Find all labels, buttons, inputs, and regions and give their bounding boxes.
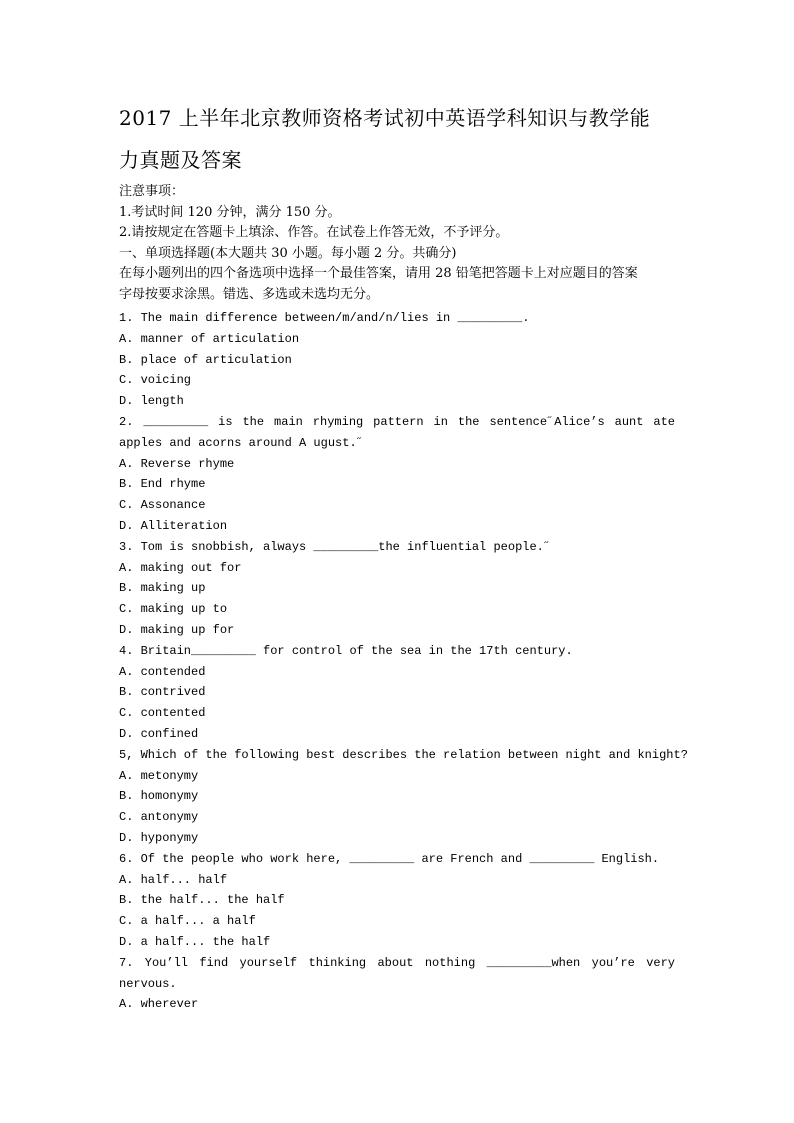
question-7-stem-line-1: 7. You’ll find yourself thinking about nothing _________when you’re very xyxy=(119,955,675,970)
question-6-option-b: B. the half... the half xyxy=(119,893,285,908)
notes-heading: 注意事项： xyxy=(119,184,185,199)
question-5-option-c: C. antonymy xyxy=(119,810,199,825)
question-7-stem-line-2: nervous. xyxy=(119,976,177,991)
question-1-option-a: A. manner of articulation xyxy=(119,331,300,346)
question-5-option-d: D. hyponymy xyxy=(119,830,199,845)
question-1-option-c: C. voicing xyxy=(119,373,192,388)
question-6-option-d: D. a half... the half xyxy=(119,934,271,949)
question-3-option-d: D. making up for xyxy=(119,622,235,637)
question-2-option-c: C. Assonance xyxy=(119,498,206,513)
question-5-stem: 5, Which of the following best describes the relation between night and knight? xyxy=(119,747,688,762)
document-title-line-2: 力真题及答案 xyxy=(119,148,242,172)
question-3-option-a: A. making out for xyxy=(119,560,242,575)
section-instruction-line-2: 字母按要求涂黑。错选、多选或未选均无分。 xyxy=(119,286,380,302)
question-2-option-b: B. End rhyme xyxy=(119,477,206,492)
document-title-line-1: 2017 上半年北京教师资格考试初中英语学科知识与教学能 xyxy=(119,106,651,130)
question-3-option-b: B. making up xyxy=(119,581,206,596)
question-1-stem: 1. The main difference between/m/and/n/lies in _________. xyxy=(119,311,530,325)
exam-notes xyxy=(119,182,679,305)
question-6-option-a: A. half... half xyxy=(119,872,228,887)
question-5-option-a: A. metonymy xyxy=(119,768,199,783)
section-instruction-line-1: 在每小题列出的四个备选项中选择一个最佳答案，请用 28 铅笔把答题卡上对应题目的答案 xyxy=(119,266,638,281)
question-list xyxy=(119,308,688,1015)
question-3-option-c: C. making up to xyxy=(119,602,228,617)
question-2-option-d: D. Alliteration xyxy=(119,518,228,533)
question-6-option-c: C. a half... a half xyxy=(119,914,256,929)
question-5-option-b: B. homonymy xyxy=(119,789,199,804)
question-6-stem: 6. Of the people who work here, _________ are French and _________ English. xyxy=(119,851,660,866)
question-1-option-d: D. length xyxy=(119,394,184,409)
question-2-stem-line-2: apples and acorns around A ugust.˝ xyxy=(119,435,364,450)
question-4-option-b: B. contrived xyxy=(119,685,206,700)
section-heading: 一、单项选择题(本大题共 30 小题。每小题 2 分。共确分) xyxy=(119,245,457,261)
notes-item-2: 2.请按规定在答题卡上填涂、作答。在试卷上作答无效，不予评分。 xyxy=(119,225,509,240)
question-4-option-a: A. contended xyxy=(119,664,206,679)
question-7-option-a: A. wherever xyxy=(119,997,199,1012)
question-3-stem: 3. Tom is snobbish, always _________the influential people.˝ xyxy=(119,539,552,554)
question-1-option-b: B. place of articulation xyxy=(119,352,292,367)
question-4-option-d: D. confined xyxy=(119,726,199,741)
question-2-option-a: A. Reverse rhyme xyxy=(119,456,235,471)
question-2-stem-line-1: 2. _________ is the main rhyming pattern in the sentence˝Alice’s aunt ate xyxy=(119,414,675,429)
notes-item-1: 1.考试时间 120 分钟，满分 150 分。 xyxy=(119,204,341,220)
question-4-option-c: C. contented xyxy=(119,706,206,721)
question-4-stem: 4. Britain_________ for control of the sea in the 17th century. xyxy=(119,643,573,658)
